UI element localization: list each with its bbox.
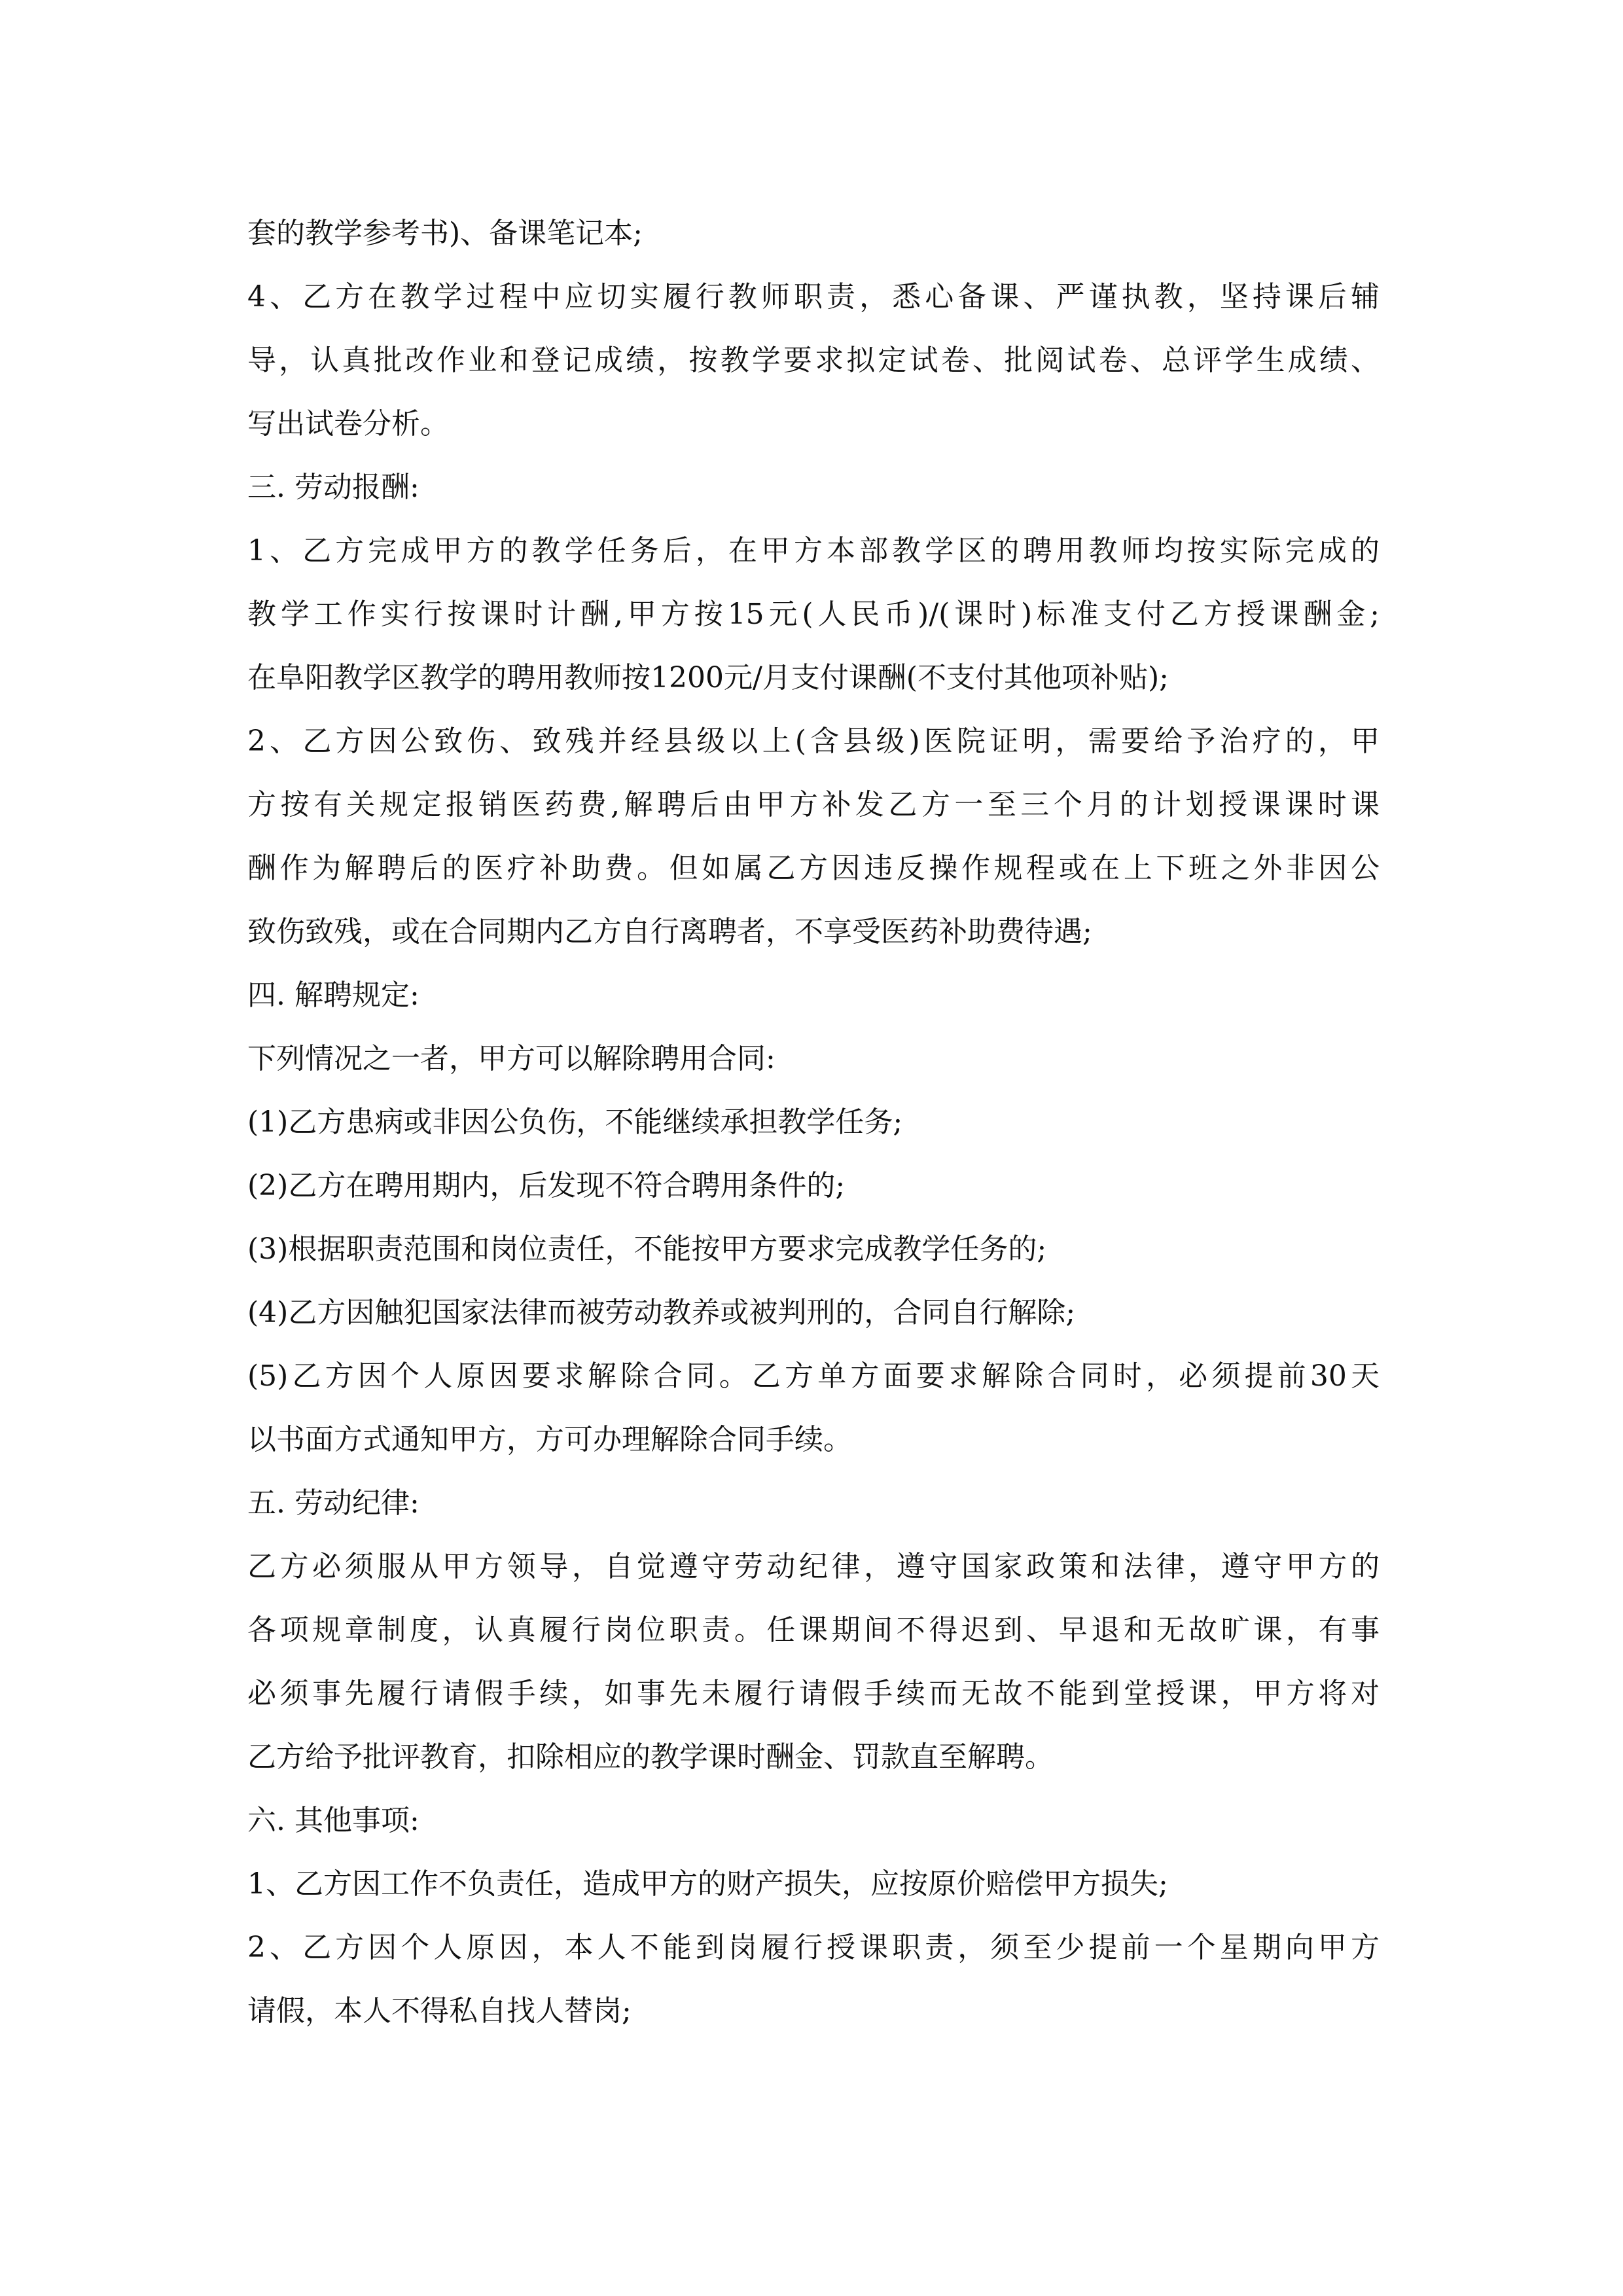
section-heading: 三. 劳动报酬: — [247, 471, 419, 504]
text-line: 写出试卷分析。 — [247, 407, 449, 440]
list-item: (5)乙方因个人原因要求解除合同。乙方单方面要求解除合同时，必须提前30天 — [247, 1359, 1380, 1393]
text-line: 下列情况之一者，甲方可以解除聘用合同: — [247, 1042, 776, 1075]
text-line: 必须事先履行请假手续，如事先未履行请假手续而无故不能到堂授课，甲方将对 — [247, 1677, 1380, 1710]
section-heading: 六. 其他事项: — [247, 1804, 419, 1837]
text-line: 以书面方式通知甲方，方可办理解除合同手续。 — [247, 1423, 852, 1456]
document-body — [247, 202, 1380, 2043]
list-item: (3)根据职责范围和岗位责任，不能按甲方要求完成教学任务的; — [247, 1232, 1047, 1266]
text-line: 各项规章制度，认真履行岗位职责。任课期间不得迟到、早退和无故旷课，有事 — [247, 1613, 1380, 1647]
list-item: (1)乙方患病或非因公负伤，不能继续承担教学任务; — [247, 1105, 903, 1139]
list-item: (2)乙方在聘用期内，后发现不符合聘用条件的; — [247, 1169, 846, 1202]
text-line: 酬作为解聘后的医疗补助费。但如属乙方因违反操作规程或在上下班之外非因公 — [247, 852, 1380, 885]
text-line: 导，认真批改作业和登记成绩，按教学要求拟定试卷、批阅试卷、总评学生成绩、 — [247, 344, 1380, 377]
text-line: 1、乙方因工作不负责任，造成甲方的财产损失，应按原价赔偿甲方损失; — [247, 1867, 1168, 1901]
list-item: (4)乙方因触犯国家法律而被劳动教养或被判刑的，合同自行解除; — [247, 1296, 1076, 1329]
text-line: 乙方给予批评教育，扣除相应的教学课时酬金、罚款直至解聘。 — [247, 1740, 1054, 1774]
text-line: 方按有关规定报销医药费,解聘后由甲方补发乙方一至三个月的计划授课课时课 — [247, 788, 1380, 821]
text-line: 致伤致残，或在合同期内乙方自行离聘者，不享受医药补助费待遇; — [247, 915, 1092, 948]
text-line: 乙方必须服从甲方领导，自觉遵守劳动纪律，遵守国家政策和法律，遵守甲方的 — [247, 1550, 1380, 1583]
text-line: 2、乙方因个人原因，本人不能到岗履行授课职责，须至少提前一个星期向甲方 — [247, 1931, 1380, 1964]
section-heading: 五. 劳动纪律: — [247, 1486, 419, 1520]
text-line: 套的教学参考书)、备课笔记本; — [247, 217, 643, 250]
text-line: 教学工作实行按课时计酬,甲方按15元(人民币)/(课时)标准支付乙方授课酬金; — [247, 598, 1380, 631]
text-line: 2、乙方因公致伤、致残并经县级以上(含县级)医院证明，需要给予治疗的，甲 — [247, 725, 1380, 758]
text-line: 4、乙方在教学过程中应切实履行教师职责，悉心备课、严谨执教，坚持课后辅 — [247, 280, 1380, 314]
text-line: 1、乙方完成甲方的教学任务后，在甲方本部教学区的聘用教师均按实际完成的 — [247, 534, 1380, 567]
section-heading: 四. 解聘规定: — [247, 978, 419, 1012]
text-line: 在阜阳教学区教学的聘用教师按1200元/月支付课酬(不支付其他项补贴); — [247, 661, 1169, 694]
text-line: 请假，本人不得私自找人替岗; — [247, 1994, 632, 2028]
